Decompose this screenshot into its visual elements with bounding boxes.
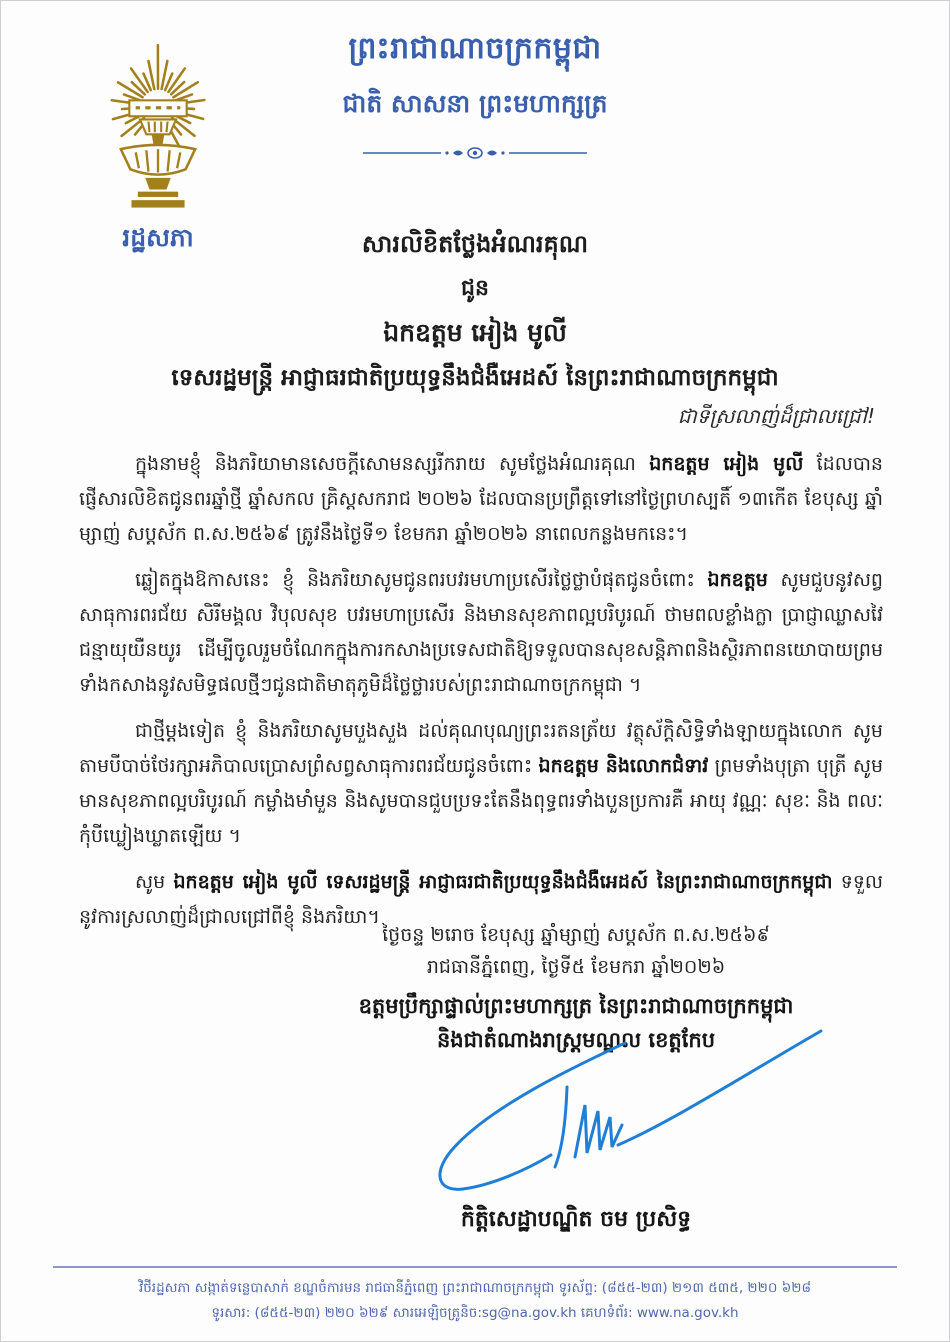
signer-name: កិត្តិសេដ្ឋាបណ្ឌិត ចម ប្រសិទ្ធ [460, 1207, 692, 1232]
paragraph-2-text: សូមជួបនូវសព្វសាធុការពរជ័យ សិរីមង្គល វិបុលសុខ បវរមហាប្រសើរ និងមានសុខភាពល្អបរិបូរណ៍ ថាមពលខ្លាំងក្លា ប្រាជ្ញាឈ្លាសវៃ ជន្មាយុយឺនយូរ ដើម្បីចូលរួមចំណែកក្នុងការកសាងប្រទេសជាតិឱ្យទទួលបានសុខសន្តិភាពនិងស្ថិរភាពនយោបាយព្រមទាំងកសាងនូវសមិទ្ធផលថ្មីៗជូនជាតិមាតុភូមិដ៏ថ្លៃថ្លារបស់ព្រះរាជាណាចក្រកម្ពុជា ។ [79, 569, 883, 696]
kingdom-title: ព្រះរាជាណាចក្រកម្ពុជា [348, 31, 602, 66]
paragraph-2-bold: ឯកឧត្តម [707, 569, 768, 591]
letter-title-block [1, 229, 949, 397]
paragraph-3 [79, 714, 883, 854]
date-place: រាជធានីភ្នំពេញ, ថ្ងៃទី៥ ខែមករា ឆ្នាំ២០២៦ [426, 956, 726, 978]
date-lunar: ថ្ងៃចន្ទ ២រោច ខែបុស្ស ឆ្នាំម្សាញ់ សប្តស័ក ព.ស.២៥៦៩ [382, 924, 770, 946]
paragraph-4-text: សូម [135, 871, 174, 893]
divider-ornament-icon [345, 145, 605, 161]
paragraph-1-text: ក្នុងនាមខ្ញុំ និងភរិយាមានសេចក្តីសោមនស្សរីករាយ សូមថ្លែងអំណរគុណ [135, 453, 650, 475]
paragraph-3-text: ព្រមទាំងបុត្រា បុត្រី សូមមានសុខភាពល្អបរិបូរណ៍ កម្លាំងមាំមួន និងសូមបានជួបប្រទះតែនឹងពុទ្ធពរទាំងបួនប្រការគឺ អាយុ វណ្ណៈ សុខៈ និង ពលៈ កុំបីឃ្លៀងឃ្លាតឡើយ ។ [79, 755, 883, 847]
footer-address-phone: វិថីរដ្ឋសភា សង្កាត់ទន្លេបាសាក់ ខណ្ឌចំការមន រាជធានីភ្នំពេញ ព្រះរាជាណាចក្រកម្ពុជា ទូរស័ព្ទ: (៨៥៥-២៣) ២១៣ ៥៣៥, ២២០ ៦២៨ [138, 1280, 812, 1297]
signer-title-line1: ឧត្តមប្រឹក្សាផ្ទាល់ព្រះមហាក្សត្រ នៃព្រះរាជាណាចក្រកម្ពុជា [358, 994, 794, 1018]
paragraph-2 [79, 563, 883, 703]
paragraph-4-bold: ឯកឧត្តម អៀង មូលី ទេសរដ្ឋមន្ត្រី អាជ្ញាធរជាតិប្រយុទ្ធនឹងជំងឺអេដស៍ នៃព្រះរាជាណាចក្រកម្ពុជា [173, 871, 833, 893]
recipient-position: ទេសរដ្ឋមន្ត្រី អាជ្ញាធរជាតិប្រយុទ្ធនឹងជំងឺអេដស៍ នៃព្រះរាជាណាចក្រកម្ពុជា [171, 365, 779, 391]
assembly-label: រដ្ឋសភា [122, 223, 194, 252]
closing-block [256, 919, 896, 1237]
paragraph-1-bold: ឯកឧត្តម អៀង មូលី [649, 453, 804, 475]
salutation: ជាទីស្រលាញ់ដ៏ជ្រាលជ្រៅ! [677, 404, 875, 428]
paragraph-3-text: ជាថ្មីម្តងទៀត ខ្ញុំ និងភរិយាសូមបួងសួង ដល់គុណបុណ្យព្រះរតនត្រ័យ វត្ថុស័ក្តិសិទ្ធិទាំងឡាយក្នុងលោក សូមតាមបីបាច់ថែរក្សាអភិបាលប្រោសព្រំសព្វសាធុការពរជ័យជូនចំពោះ [79, 720, 883, 777]
letter-title-to: ជូន [461, 276, 489, 301]
paragraph-1-text: ដែលបានផ្ញើសារលិខិតជូនពរឆ្នាំថ្មី ឆ្នាំសកល គ្រិស្តសករាជ ២០២៦ ដែលបានប្រព្រឹត្តទៅនៅថ្ងៃព្រហស្បតិ៍ ១៣កើត ខែបុស្ស ឆ្នាំម្សាញ់ សប្តស័ក ព.ស.២៥៦៩ ត្រូវនឹងថ្ងៃទី១ ខែមករា ឆ្នាំ២០២៦ នាពេលកន្លងមកនេះ។ [79, 453, 883, 545]
header-divider-ornament [1, 145, 949, 165]
paragraph-3-bold: ឯកឧត្តម និងលោកជំទាវ [538, 755, 709, 777]
paragraph-4-text: ទទួលនូវការស្រលាញ់ដ៏ជ្រាលជ្រៅពីខ្ញុំ និងភរិយា។ [79, 871, 883, 928]
footer-fax-email-web: ទូរសារ: (៨៥៥-២៣) ២២០ ៦២៩ សារអេឡិចត្រូនិច:sg@na.gov.kh គេហទំព័រ: www.na.gov.kh [211, 1304, 739, 1321]
letter-header [1, 29, 949, 165]
letter-title: សារលិខិតថ្លែងអំណរគុណ [361, 230, 589, 258]
signer-title-line2: និងជាតំណាងរាស្ត្រមណ្ឌល ខេត្តកែប [436, 1028, 716, 1052]
letterhead-footer [53, 1266, 897, 1325]
letter-body [79, 447, 883, 946]
paragraph-2-text: ឆ្លៀតក្នុងឱកាសនេះ ខ្ញុំ និងភរិយាសូមជូនពរបវរមហាប្រសើរថ្លៃថ្លាបំផុតជូនចំពោះ [135, 569, 708, 591]
paragraph-1 [79, 447, 883, 552]
national-motto: ជាតិ សាសនា ព្រះមហាក្សត្រ [342, 89, 608, 118]
recipient-name: ឯកឧត្តម អៀង មូលី [383, 318, 567, 347]
